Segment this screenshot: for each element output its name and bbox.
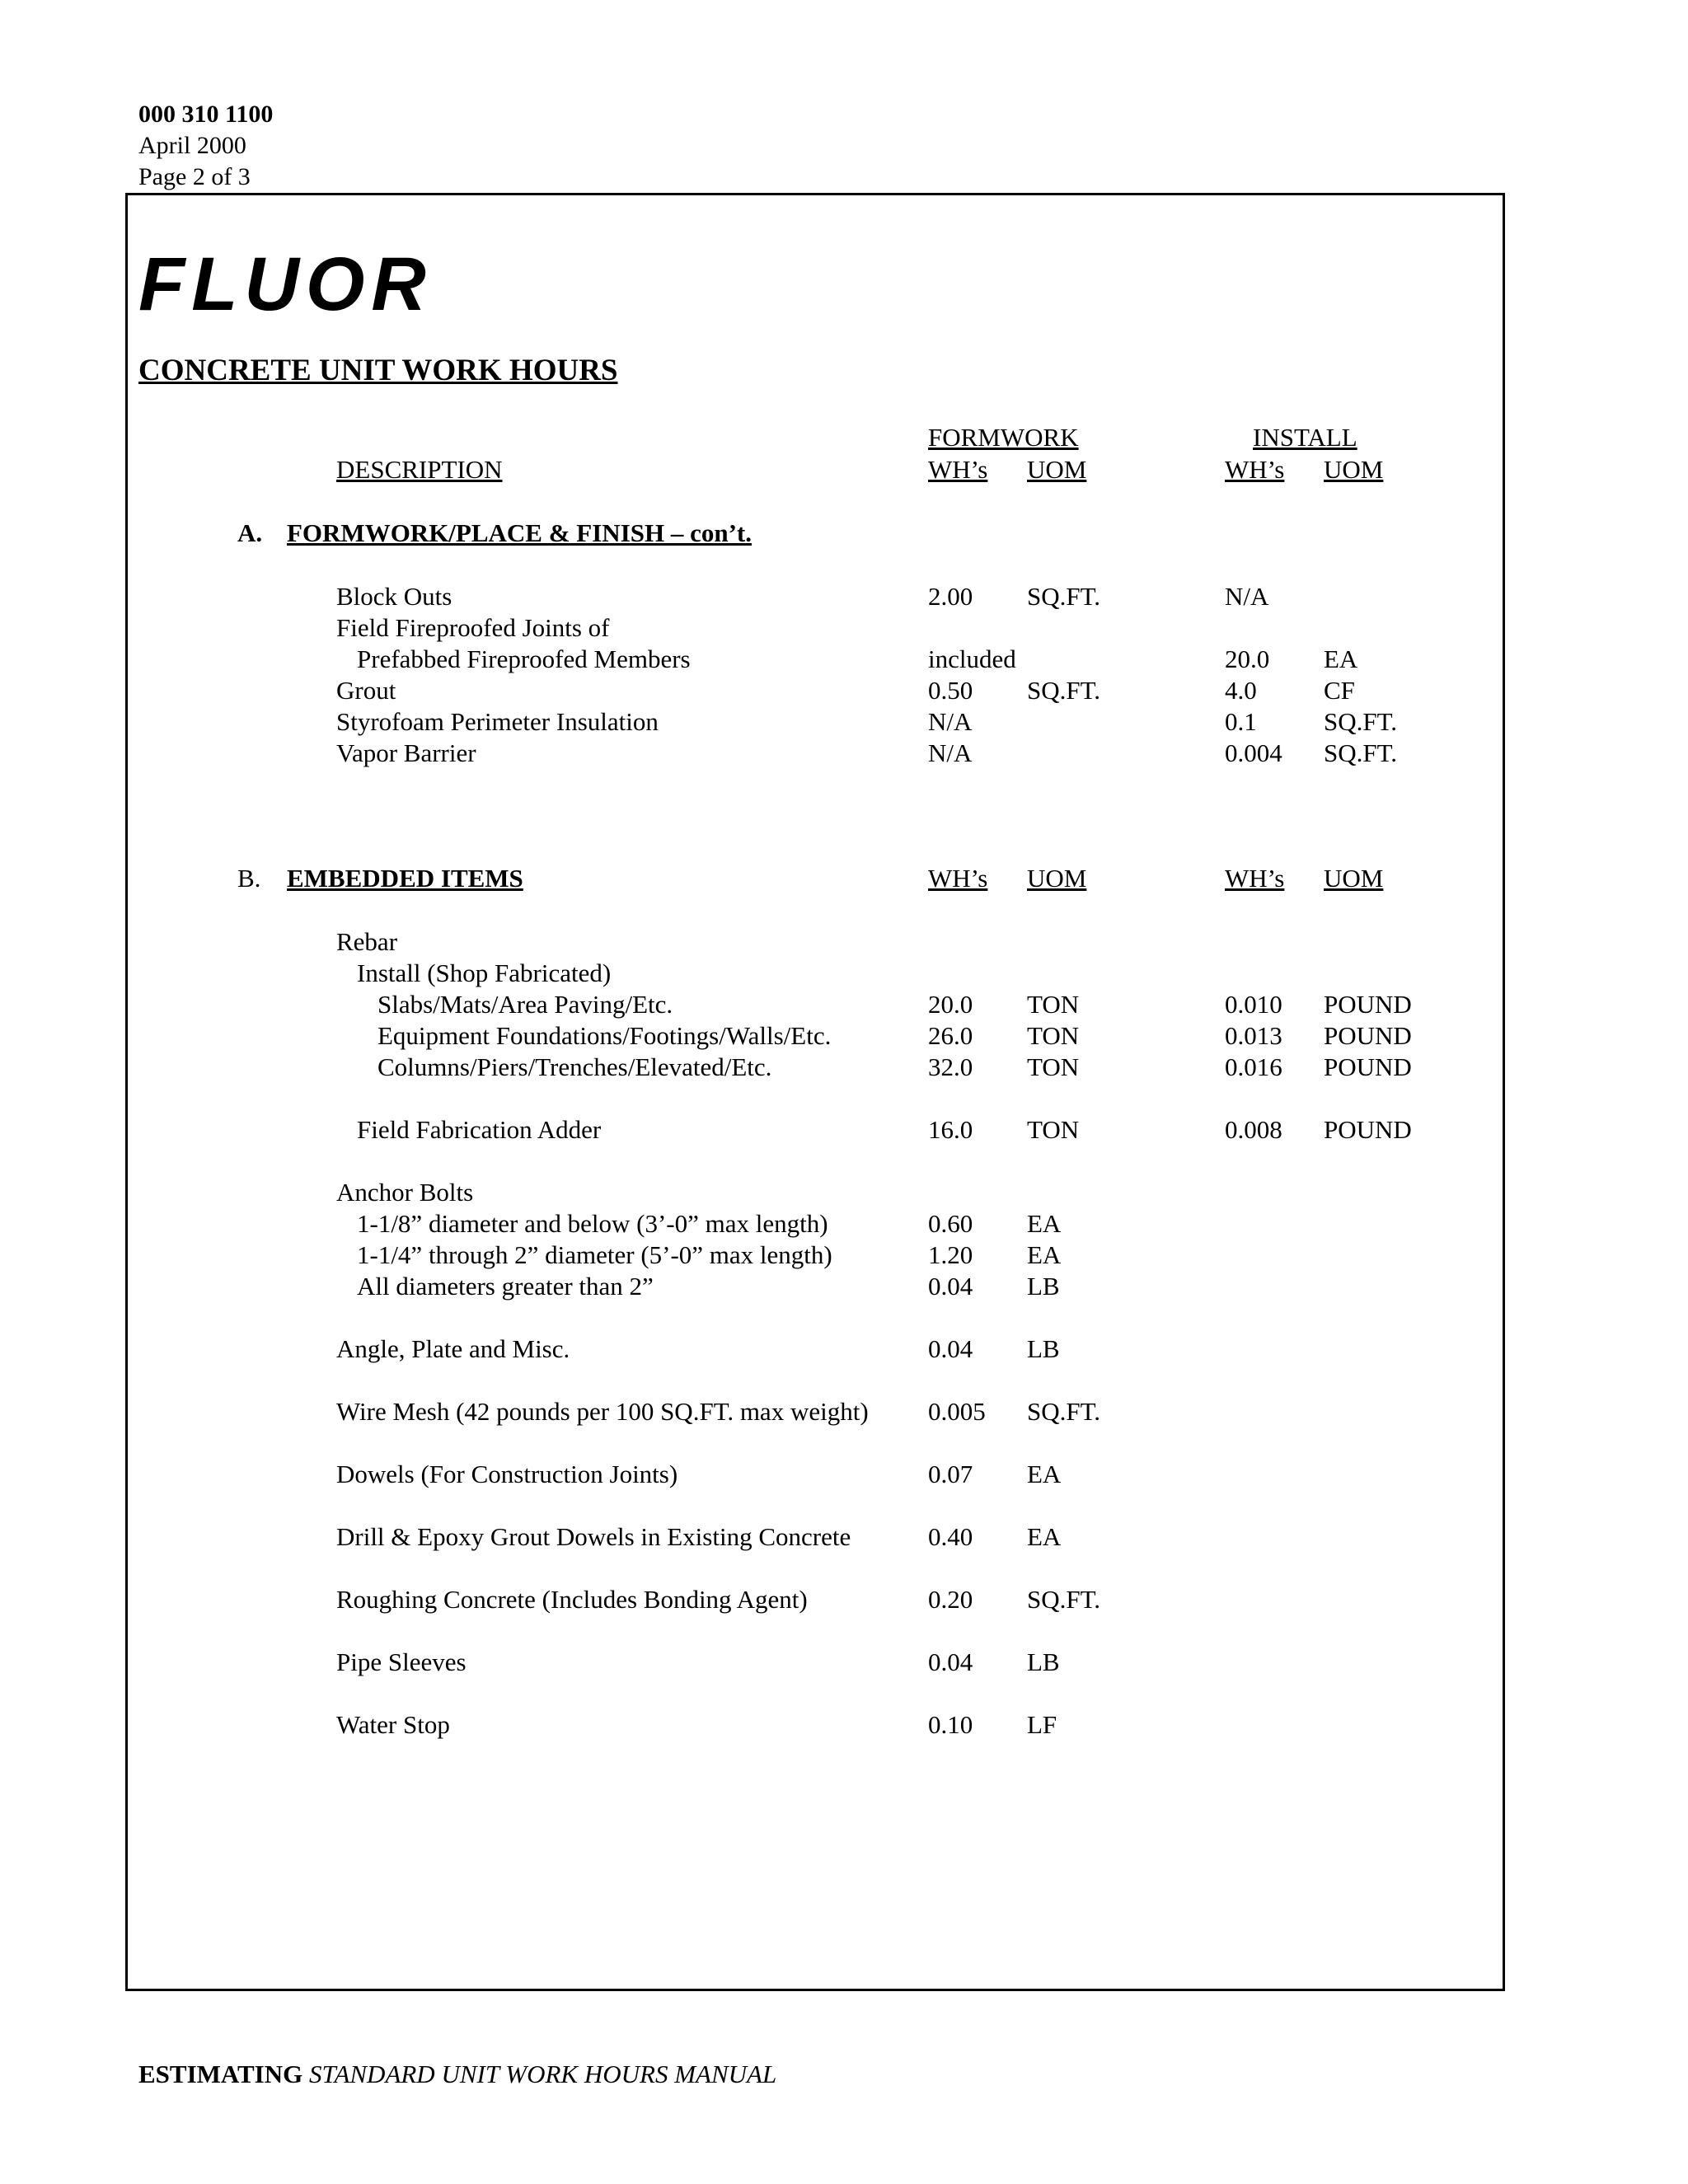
row-install-wh: 20.0 (1225, 644, 1270, 673)
document-number: 000 310 1100 (138, 101, 274, 128)
row-install-uom: CF (1324, 676, 1355, 705)
row-desc: Vapor Barrier (336, 738, 476, 767)
section-b-title: EMBEDDED ITEMS (287, 864, 523, 893)
row-desc: Water Stop (336, 1710, 450, 1739)
row-formwork-wh: 0.60 (928, 1209, 973, 1238)
row-formwork-uom: TON (1027, 990, 1080, 1019)
row-install-uom: POUND (1324, 1115, 1412, 1144)
row-formwork-uom: TON (1027, 1115, 1080, 1144)
row-formwork-wh: 0.005 (928, 1397, 986, 1426)
row-formwork-uom: LB (1027, 1272, 1060, 1301)
document-date: April 2000 (138, 132, 246, 159)
row-formwork-wh: 2.00 (928, 582, 973, 611)
row-desc: Drill & Epoxy Grout Dowels in Existing Concrete (336, 1522, 851, 1551)
row-formwork-uom: SQ.FT. (1027, 676, 1101, 705)
row-install-wh: 0.013 (1225, 1021, 1282, 1050)
row-install-uom: POUND (1324, 990, 1412, 1019)
row-install-wh: N/A (1225, 582, 1269, 611)
row-formwork-wh: N/A (928, 738, 973, 767)
row-install-wh: 0.004 (1225, 738, 1282, 767)
formwork-uom-header: UOM (1027, 455, 1087, 484)
row-formwork-uom: LF (1027, 1710, 1057, 1739)
section-b-formwork-uom-header: UOM (1027, 864, 1087, 893)
row-desc: Equipment Foundations/Footings/Walls/Etc. (377, 1021, 832, 1050)
row-formwork-wh: 32.0 (928, 1052, 973, 1081)
footer-manual-title: STANDARD UNIT WORK HOURS MANUAL (309, 2060, 777, 2088)
row-desc: Styrofoam Perimeter Insulation (336, 707, 659, 736)
section-b-letter: B. (237, 864, 261, 893)
row-formwork-wh: N/A (928, 707, 973, 736)
row-formwork-uom: TON (1027, 1052, 1080, 1081)
row-desc: Angle, Plate and Misc. (336, 1334, 570, 1363)
row-install-uom: EA (1324, 644, 1358, 673)
row-desc: Slabs/Mats/Area Paving/Etc. (377, 990, 673, 1019)
row-formwork-uom: TON (1027, 1021, 1080, 1050)
row-formwork-wh: 0.40 (928, 1522, 973, 1551)
section-b-install-whs-header: WH’s (1225, 864, 1285, 893)
row-formwork-uom: SQ.FT. (1027, 1585, 1101, 1614)
row-install-uom: POUND (1324, 1052, 1412, 1081)
install-whs-header: WH’s (1225, 455, 1285, 484)
row-desc: Install (Shop Fabricated) (357, 958, 612, 987)
row-install-uom: POUND (1324, 1021, 1412, 1050)
row-desc: Rebar (336, 927, 398, 956)
row-formwork-uom: EA (1027, 1209, 1062, 1238)
row-formwork-wh: 16.0 (928, 1115, 973, 1144)
description-header: DESCRIPTION (336, 455, 503, 484)
row-formwork-wh: 0.10 (928, 1710, 973, 1739)
formwork-header: FORMWORK (928, 423, 1079, 452)
row-desc: All diameters greater than 2” (357, 1272, 654, 1301)
row-desc: Block Outs (336, 582, 452, 611)
row-formwork-wh: 0.04 (928, 1647, 973, 1676)
section-a-letter: A. (237, 518, 263, 547)
row-formwork-uom: SQ.FT. (1027, 1397, 1101, 1426)
row-install-wh: 0.008 (1225, 1115, 1282, 1144)
row-desc: 1-1/4” through 2” diameter (5’-0” max length) (357, 1240, 832, 1269)
section-a-title: FORMWORK/PLACE & FINISH – con’t. (287, 518, 753, 547)
row-desc: Field Fireproofed Joints of (336, 613, 610, 642)
row-formwork-wh: 0.50 (928, 676, 973, 705)
row-formwork-wh: 1.20 (928, 1240, 973, 1269)
row-desc: Anchor Bolts (336, 1178, 474, 1207)
row-install-uom: SQ.FT. (1324, 738, 1398, 767)
row-formwork-wh: 0.04 (928, 1334, 973, 1363)
row-desc: Pipe Sleeves (336, 1647, 467, 1676)
row-formwork-wh: 0.20 (928, 1585, 973, 1614)
install-uom-header: UOM (1324, 455, 1384, 484)
content-frame (125, 193, 1505, 1991)
page-number: Page 2 of 3 (138, 163, 251, 190)
formwork-whs-header: WH’s (928, 455, 988, 484)
row-formwork-wh: 26.0 (928, 1021, 973, 1050)
row-desc: Grout (336, 676, 396, 705)
row-desc: Field Fabrication Adder (357, 1115, 602, 1144)
install-header: INSTALL (1253, 423, 1357, 452)
row-formwork-wh: included (928, 644, 1016, 673)
row-formwork-uom: EA (1027, 1460, 1062, 1488)
row-formwork-wh: 20.0 (928, 990, 973, 1019)
page-title: CONCRETE UNIT WORK HOURS (138, 354, 618, 387)
footer-estimating: ESTIMATING (138, 2060, 303, 2088)
row-install-wh: 0.016 (1225, 1052, 1282, 1081)
row-install-wh: 4.0 (1225, 676, 1257, 705)
row-formwork-uom: EA (1027, 1240, 1062, 1269)
row-desc: Wire Mesh (42 pounds per 100 SQ.FT. max weight) (336, 1397, 869, 1426)
row-install-wh: 0.1 (1225, 707, 1257, 736)
row-desc: Dowels (For Construction Joints) (336, 1460, 678, 1488)
row-desc: Columns/Piers/Trenches/Elevated/Etc. (377, 1052, 772, 1081)
row-install-uom: SQ.FT. (1324, 707, 1398, 736)
row-formwork-uom: LB (1027, 1334, 1060, 1363)
row-formwork-uom: LB (1027, 1647, 1060, 1676)
row-formwork-wh: 0.04 (928, 1272, 973, 1301)
section-b-formwork-whs-header: WH’s (928, 864, 988, 893)
row-install-wh: 0.010 (1225, 990, 1282, 1019)
row-desc: Prefabbed Fireproofed Members (357, 644, 691, 673)
row-formwork-uom: SQ.FT. (1027, 582, 1101, 611)
row-formwork-uom: EA (1027, 1522, 1062, 1551)
row-formwork-wh: 0.07 (928, 1460, 973, 1488)
fluor-logo: FLUOR (138, 242, 433, 326)
row-desc: 1-1/8” diameter and below (3’-0” max length) (357, 1209, 828, 1238)
row-desc: Roughing Concrete (Includes Bonding Agent) (336, 1585, 808, 1614)
page-footer (138, 2059, 776, 2090)
section-b-install-uom-header: UOM (1324, 864, 1384, 893)
